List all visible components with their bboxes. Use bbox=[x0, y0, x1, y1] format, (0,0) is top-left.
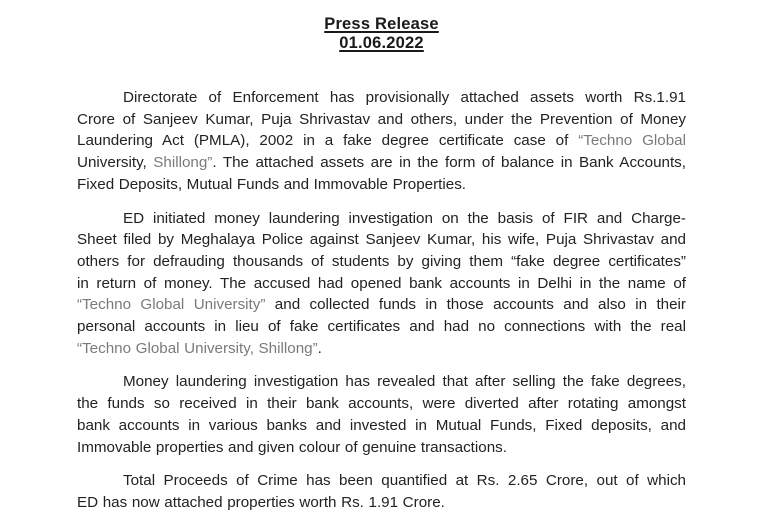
text-segment: . bbox=[317, 339, 322, 357]
text-segment: Fixed Deposits, Mutual Funds and Immovable Properties. bbox=[77, 175, 467, 193]
text-line bbox=[77, 174, 686, 196]
text-segment: Directorate of Enforcement has provisionally attached assets worth Rs.1.91 bbox=[123, 89, 686, 106]
quoted-phrase: Shillong” bbox=[153, 154, 213, 172]
paragraph bbox=[77, 87, 686, 196]
text-segment: Crore of Sanjeev Kumar, Puja Shrivastav and others, under the Prevention of Money bbox=[77, 110, 686, 128]
text-segment: ED has now attached properties worth Rs. 1.91 Crore. bbox=[77, 493, 445, 511]
paragraph bbox=[77, 208, 686, 360]
document-header bbox=[77, 15, 686, 52]
text-segment: Money laundering investigation has revealed that after selling the fake degrees, bbox=[123, 373, 686, 391]
text-line bbox=[77, 492, 686, 512]
text-line bbox=[77, 437, 686, 459]
text-segment: ED initiated money laundering investigation on the basis of FIR and Charge- bbox=[123, 209, 686, 227]
text-line bbox=[77, 273, 686, 295]
text-line bbox=[77, 393, 686, 415]
document-title: Press Release bbox=[324, 15, 439, 33]
text-line bbox=[77, 109, 686, 131]
document-date: 01.06.2022 bbox=[339, 33, 424, 52]
text-line bbox=[77, 470, 686, 492]
text-line bbox=[77, 130, 686, 152]
text-segment: Immovable properties and given colour of genuine transactions. bbox=[77, 438, 507, 456]
text-line bbox=[77, 229, 686, 251]
text-segment: Total Proceeds of Crime has been quantified at Rs. 2.65 Crore, out of which bbox=[123, 472, 686, 490]
quoted-phrase: “Techno Global bbox=[578, 132, 686, 150]
document-body bbox=[77, 87, 686, 512]
paragraph bbox=[77, 371, 686, 458]
text-line bbox=[77, 294, 686, 316]
text-line bbox=[77, 208, 686, 230]
text-segment: the funds so received in their bank accounts, were diverted after rotating amongst bbox=[77, 395, 686, 413]
text-segment: University, bbox=[77, 154, 154, 172]
text-segment: others for defrauding thousands of students by giving them “fake degree certificates” bbox=[77, 252, 686, 270]
text-line bbox=[77, 316, 686, 338]
text-segment: and collected funds in those accounts and also in their bbox=[265, 296, 686, 314]
text-segment: . The attached assets are in the form of balance in Bank Accounts, bbox=[212, 154, 686, 172]
paragraph bbox=[77, 470, 686, 512]
text-segment: in return of money. The accused had opened bank accounts in Delhi in the name of bbox=[77, 274, 686, 292]
text-line bbox=[77, 87, 686, 109]
text-segment: bank accounts in various banks and invested in Mutual Funds, Fixed deposits, and bbox=[77, 416, 686, 434]
quoted-phrase: “Techno Global University, Shillong” bbox=[77, 339, 318, 357]
text-segment: Laundering Act (PMLA), 2002 in a fake degree certificate case of bbox=[77, 132, 579, 150]
text-line bbox=[77, 338, 686, 360]
text-segment: personal accounts in lieu of fake certificates and had no connections with the real bbox=[77, 318, 686, 336]
quoted-phrase: “Techno Global University” bbox=[77, 296, 266, 314]
text-line bbox=[77, 371, 686, 393]
text-line bbox=[77, 415, 686, 437]
text-segment: Sheet filed by Meghalaya Police against Sanjeev Kumar, his wife, Puja Shrivastav and bbox=[77, 231, 686, 249]
text-line bbox=[77, 251, 686, 273]
text-line bbox=[77, 152, 686, 174]
